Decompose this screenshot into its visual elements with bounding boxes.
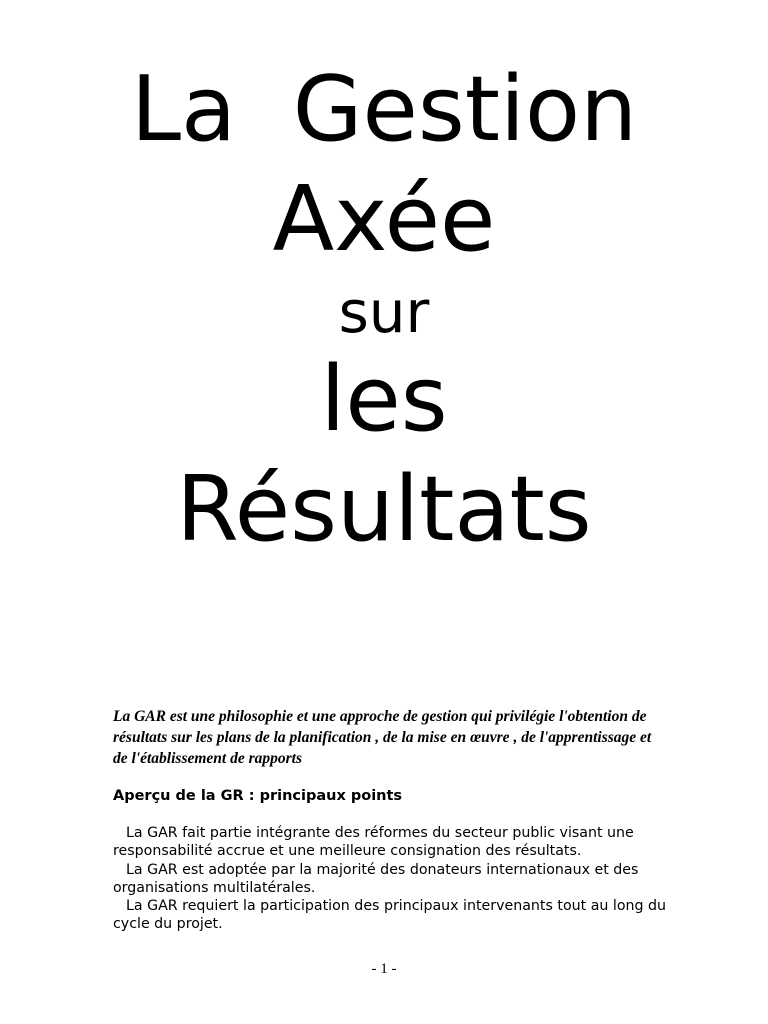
title-line-2: Axée xyxy=(272,167,496,272)
list-item-text: La GAR est adoptée par la majorité des donateurs internationaux et des organisations multilatérales. xyxy=(113,861,639,896)
intro-paragraph: La GAR est une philosophie et une approche de gestion qui privilégie l'obtention de résultats sur les plans de la planification , de la mise en œuvre , de l'apprentissage et de l'établissement de rapports xyxy=(113,708,652,767)
list-item-text: La GAR fait partie intégrante des réformes du secteur public visant une responsabilité accrue et une meilleure consignation des résultats. xyxy=(113,825,634,860)
list-item xyxy=(113,861,673,898)
title-line-4: les xyxy=(320,347,448,452)
list-item-text: La GAR requiert la participation des principaux intervenants tout au long du cycle du projet. xyxy=(113,898,667,933)
list-item xyxy=(113,824,673,861)
list-item xyxy=(113,897,673,934)
title-line-5: Résultats xyxy=(176,457,592,562)
title-line-3: sur xyxy=(338,278,430,346)
points-list xyxy=(113,824,673,934)
page-number: - 1 - xyxy=(371,961,397,977)
title-line-1: La Gestion xyxy=(130,57,638,162)
section-heading: Aperçu de la GR : principaux points xyxy=(113,788,403,804)
